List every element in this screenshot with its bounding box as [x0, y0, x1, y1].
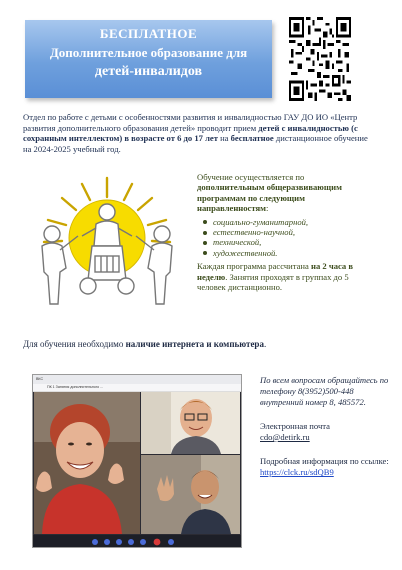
video-app-toolbar	[33, 384, 241, 392]
video-call-screenshot	[32, 374, 242, 548]
requirements-end: .	[263, 339, 267, 349]
intro-text-3: дистанционное обучение на 2024-2025 учебный год.	[23, 133, 368, 154]
call-control-bar	[33, 535, 241, 547]
directions-intro-text: Обучение осуществляется по	[197, 172, 305, 182]
contacts-block	[260, 375, 390, 478]
directions-block	[197, 172, 373, 292]
direction-item-art: художественной.	[213, 248, 373, 258]
direction-item-technical: технической,	[213, 237, 373, 247]
participant-tile-woman	[34, 392, 140, 534]
participant-tile-boy	[141, 455, 240, 534]
video-app-title: ВКС	[36, 377, 44, 381]
intro-text-2: на	[217, 133, 231, 144]
directions-list	[197, 217, 373, 259]
directions-intro	[197, 172, 373, 214]
participant-boy-image	[141, 455, 240, 534]
call-controls-icons	[33, 536, 241, 548]
intro-paragraph	[23, 112, 373, 154]
contact-info-label: Подробная информация по ссылке:	[260, 456, 389, 466]
participant-tile-man-glasses	[141, 392, 240, 454]
video-app-titlebar	[33, 375, 241, 384]
intro-text-1: Отдел по работе с детьми с особенностями развития и инвалидностью ГАУ ДО ИО «Центр развития дополнительного образования детей» проводит прием	[23, 112, 358, 133]
sun-with-people-logo	[24, 172, 190, 322]
directions-intro-end: :	[265, 203, 269, 214]
participant-man-glasses-image	[141, 392, 240, 454]
contact-email-link[interactable]: cdo@detirk.ru	[260, 432, 310, 442]
participant-woman-image	[34, 392, 140, 534]
title-banner	[25, 20, 272, 98]
contact-email-label: Электронная почта	[260, 421, 330, 431]
intro-target-group: детей с инвалидностью (с сохранным интеллектом) в возрасте от 6 до 17 лет	[23, 122, 358, 144]
contact-info-block	[260, 456, 390, 478]
qr-code-icon[interactable]	[289, 17, 351, 101]
hours-text: Каждая программа рассчитана	[197, 261, 311, 272]
hours-bold: на 2 часа в неделю	[197, 261, 353, 282]
hours-info	[197, 261, 373, 292]
requirements-text: Для обучения необходимо	[23, 339, 126, 349]
intro-free: бесплатное	[230, 133, 274, 144]
video-window-title: ПК 1 Занятия дополнительного ...	[47, 385, 104, 389]
directions-intro-bold: дополнительным общеразвивающим программам по следующим направленностям	[197, 182, 342, 214]
hours-end: . Занятия проходят в группах до 5 человек дистанционно.	[197, 271, 349, 293]
direction-item-science: естественно-научной,	[213, 227, 373, 237]
banner-line-children: детей-инвалидов	[94, 64, 203, 79]
requirements-line	[23, 339, 383, 349]
contact-email-block	[260, 421, 390, 443]
contact-phone-text: По всем вопросам обращайтесь по телефону 8(3952)500-448 внутренний номер 8, 485572.	[260, 375, 389, 407]
direction-item-social: социально-гуманитарной,	[213, 217, 373, 227]
banner-line-free: БЕСПЛАТНОЕ	[99, 26, 198, 41]
banner-line-education: Дополнительное образование для	[49, 45, 248, 60]
contact-info-link[interactable]: https://clck.ru/sdQB9	[260, 467, 334, 477]
requirements-bold: наличие интернета и компьютера	[125, 339, 264, 349]
